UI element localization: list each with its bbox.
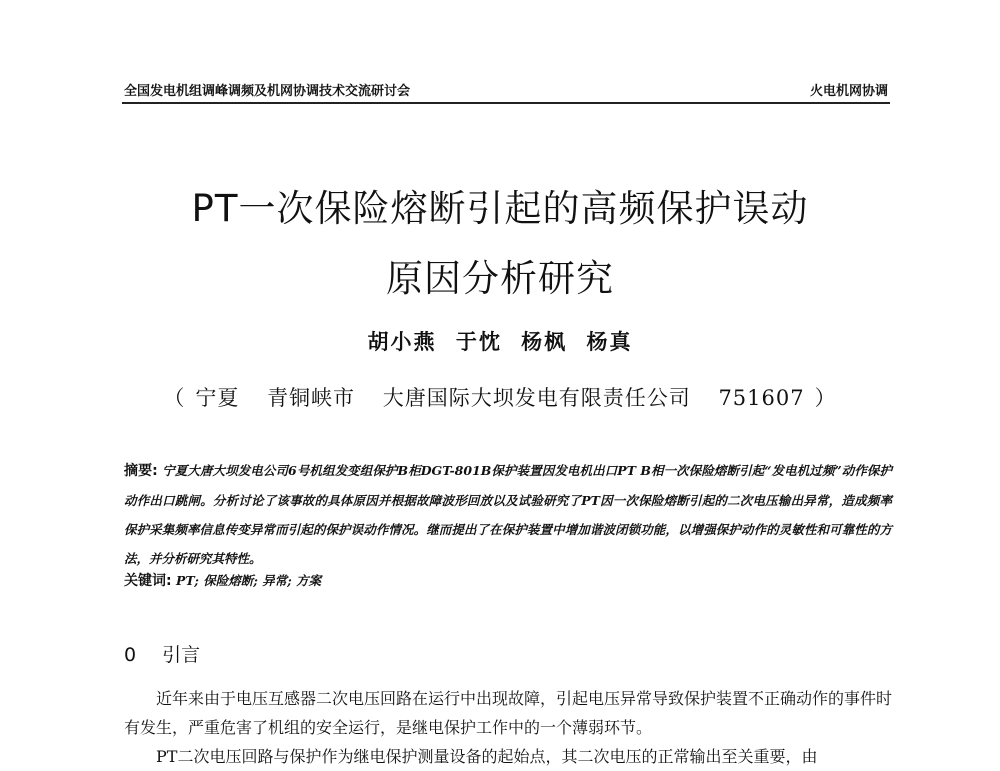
author-name: 胡小燕: [367, 329, 437, 354]
affiliation: [0, 382, 1000, 412]
keywords: [124, 570, 892, 590]
affiliation-city: 青铜峡市: [267, 386, 356, 410]
abstract-text: 宁夏大唐大坝发电公司6号机组发变组保护B柜DGT-801B保护装置因发电机出口PT B相一次保险熔断引起“发电机过频”动作保护动作出口跳闸。分析讨论了该事故的具体原因并根据故障波形回放以及试验研究了PT因一次保险熔断引起的二次电压输出异常，造成频率保护采集频率信息传变异常而引起的保护误动作情况。继而提出了在保护装置中增加谐波闭锁功能，以增强保护动作的灵敏性和可靠性的方法，并分析研究其特性。: [124, 463, 892, 566]
paragraph: PT二次电压回路与保护作为继电保护测量设备的起始点，其二次电压的正常输出至关重要，由: [156, 747, 818, 766]
affiliation-open-paren: （: [163, 386, 186, 410]
section-number: 0: [124, 644, 137, 666]
author-name: 于忱: [455, 329, 502, 354]
category-label: 火电机网协调: [809, 84, 888, 99]
paper-title-line-1: PT一次保险熔断引起的高频保护误动: [191, 187, 809, 230]
author-list: [0, 326, 1000, 356]
keywords-label: 关键词:: [124, 573, 172, 589]
keywords-text: PT; 保险熔断; 异常; 方案: [175, 573, 322, 588]
section-heading: [124, 640, 200, 667]
affiliation-region: 宁夏: [195, 386, 240, 410]
affiliation-postcode: 751607: [718, 386, 805, 410]
affiliation-close-paren: ）: [814, 386, 837, 410]
abstract-label: 摘要:: [124, 463, 158, 479]
running-header: [122, 76, 890, 104]
conference-name: 全国发电机组调峰调频及机网协调技术交流研讨会: [124, 84, 411, 99]
paper-title-line-2: 原因分析研究: [386, 257, 614, 300]
author-name: 杨枫: [521, 329, 568, 354]
abstract: [124, 456, 892, 573]
affiliation-company: 大唐国际大坝发电有限责任公司: [382, 386, 691, 410]
author-name: 杨真: [586, 329, 633, 354]
body-text: [124, 684, 892, 771]
paragraph: 近年来由于电压互感器二次电压回路在运行中出现故障，引起电压异常导致保护装置不正确动作的事件时有发生，严重危害了机组的安全运行，是继电保护工作中的一个薄弱环节。: [124, 689, 893, 737]
section-title: 引言: [162, 644, 201, 666]
